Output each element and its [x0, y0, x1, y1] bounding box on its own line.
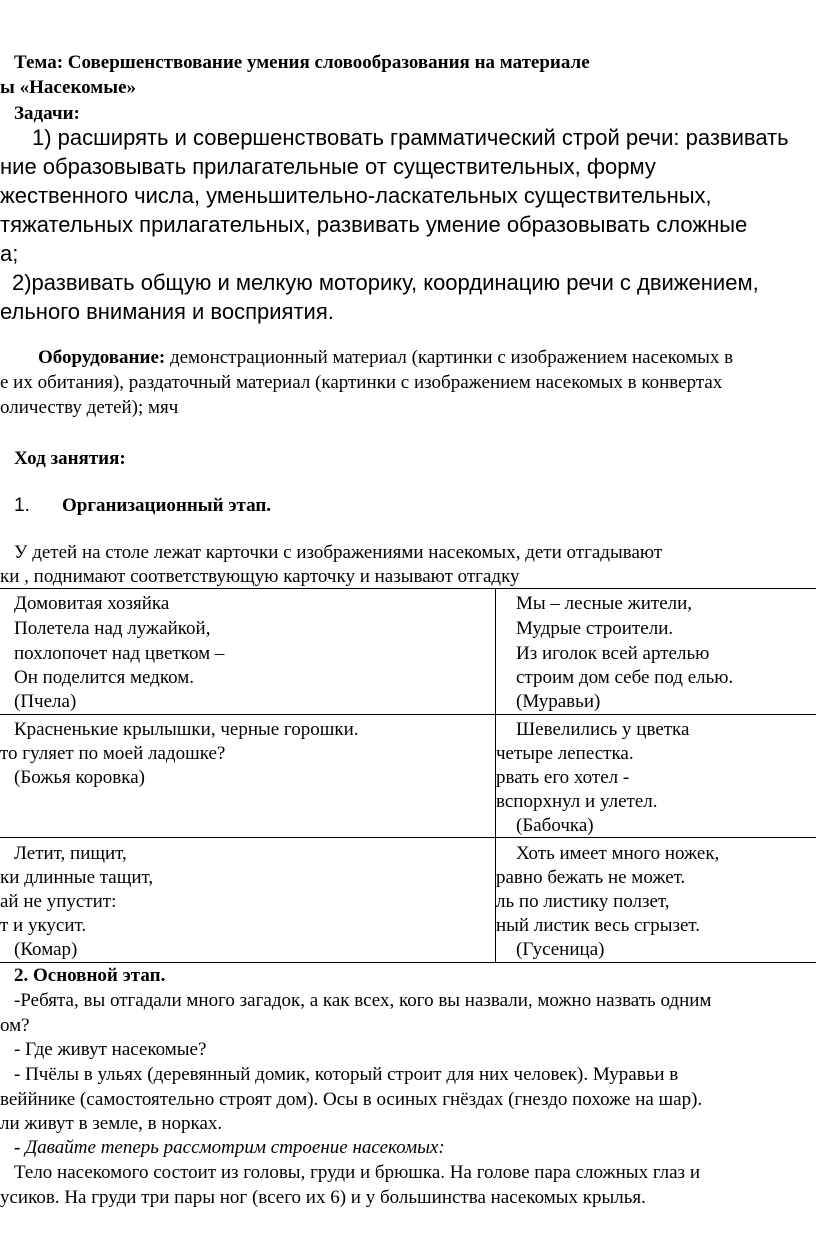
main-p3-line-3: ли живут в земле, в норках. [0, 1113, 223, 1134]
main-p5-line-1: Тело насекомого состоит из головы, груди и брюшка. На голове пара сложных глаз и [14, 1162, 700, 1183]
riddle-4-answer: (Бабочка) [516, 815, 594, 836]
main-p5-line-2: усиков. На груди три пары ног (всего их 6) и у большинства насекомых крылья. [0, 1187, 646, 1208]
task-1-line-4: тяжательных прилагательных, развивать умение образовывать сложные [0, 212, 748, 237]
riddle-4-line-4: вспорхнул и улетел. [496, 791, 658, 812]
riddle-6-line-1: Хоть имеет много ножек, [516, 843, 720, 864]
topic-line-1: Тема: Совершенствование умения словообразования на материале [14, 52, 590, 73]
topic-line-2: ы «Насекомые» [0, 77, 137, 98]
main-p2: - Где живут насекомые? [14, 1039, 207, 1060]
riddle-1-answer: (Пчела) [14, 691, 77, 712]
task-2-line-2: ельного внимания и восприятия. [0, 299, 334, 324]
riddle-6-line-4: ный листик весь сгрызет. [496, 915, 701, 936]
tasks-label: Задачи: [14, 103, 80, 124]
main-stage-title: 2. Основной этап. [14, 965, 166, 986]
riddle-2-line-3: Из иголок всей артелью [516, 643, 710, 664]
task-1-line-5: а; [0, 241, 19, 266]
riddle-6-line-2: равно бежать не может. [496, 867, 686, 888]
riddle-2-line-4: строим дом себе под елью. [516, 667, 734, 688]
main-p4-dash: - [14, 1137, 26, 1158]
task-1-line-1: 1) расширять и совершенствовать грамматический строй речи: развивать [32, 125, 789, 150]
main-p4 [14, 1138, 445, 1157]
riddle-2-line-2: Мудрые строители. [516, 618, 674, 639]
riddle-5-line-2: ки длинные тащит, [0, 867, 154, 888]
main-p1-line-2: ом? [0, 1015, 30, 1036]
riddle-4-line-1: Шевелились у цветка [516, 719, 690, 740]
main-p3-line-1: - Пчёлы в ульях (деревянный домик, который строит для них человек). Муравьи в [14, 1064, 679, 1085]
riddle-5-answer: (Комар) [14, 939, 78, 960]
riddle-5-line-1: Летит, пищит, [14, 843, 127, 864]
stage-1-title: Организационный этап. [62, 495, 272, 516]
riddle-5-line-4: т и укусит. [0, 915, 87, 936]
intro-line-1: У детей на столе лежат карточки с изображениями насекомых, дети отгадывают [14, 542, 663, 563]
riddle-5-line-3: ай не упустит: [0, 891, 117, 912]
riddle-6-answer: (Гусеница) [516, 939, 605, 960]
main-p3-line-2: веййнике (самостоятельно строят дом). Осы в осиных гнёздах (гнездо похоже на шар). [0, 1089, 703, 1110]
riddle-1-line-2: Полетела над лужайкой, [14, 618, 211, 639]
equipment-text: демонстрационный материал (картинки с изображением насекомых в [165, 347, 734, 368]
equipment-line-2: е их обитания), раздаточный материал (картинки с изображением насекомых в конвертах [0, 372, 723, 393]
task-1-line-3: жественного числа, уменьшительно-ласкательных существительных, [0, 183, 712, 208]
main-p1-line-1: -Ребята, вы отгадали много загадок, а как всех, кого вы назвали, можно назвать одним [14, 990, 712, 1011]
riddle-2-answer: (Муравьи) [516, 691, 601, 712]
riddle-6-line-3: ль по листику ползет, [496, 891, 670, 912]
equipment-line-1 [38, 348, 733, 367]
riddle-1-line-1: Домовитая хозяйка [14, 593, 170, 614]
course-heading: Ход занятия: [14, 448, 126, 469]
equipment-label: Оборудование: [38, 347, 166, 368]
riddle-1-line-3: похлопочет над цветком – [14, 643, 225, 664]
equipment-line-3: оличеству детей); мяч [0, 397, 179, 418]
riddle-3-line-1: Красненькие крылышки, черные горошки. [14, 719, 359, 740]
task-2-line-1: 2)развивать общую и мелкую моторику, координацию речи с движением, [12, 270, 759, 295]
riddle-1-line-4: Он поделится медком. [14, 667, 195, 688]
task-1-line-2: ние образовывать прилагательные от существительных, форму [0, 154, 656, 179]
main-p4-text: Давайте теперь рассмотрим строение насекомых: [25, 1137, 445, 1158]
riddle-3-line-2: то гуляет по моей ладошке? [0, 743, 226, 764]
intro-line-2: ки , поднимают соответствующую карточку и называют отгадку [0, 566, 520, 587]
riddle-4-line-3: рвать его хотел - [496, 767, 630, 788]
stage-1-number: 1. [14, 495, 30, 516]
riddle-4-line-2: четыре лепестка. [496, 743, 634, 764]
riddle-2-line-1: Мы – лесные жители, [516, 593, 693, 614]
riddle-3-answer: (Божья коровка) [14, 767, 145, 788]
